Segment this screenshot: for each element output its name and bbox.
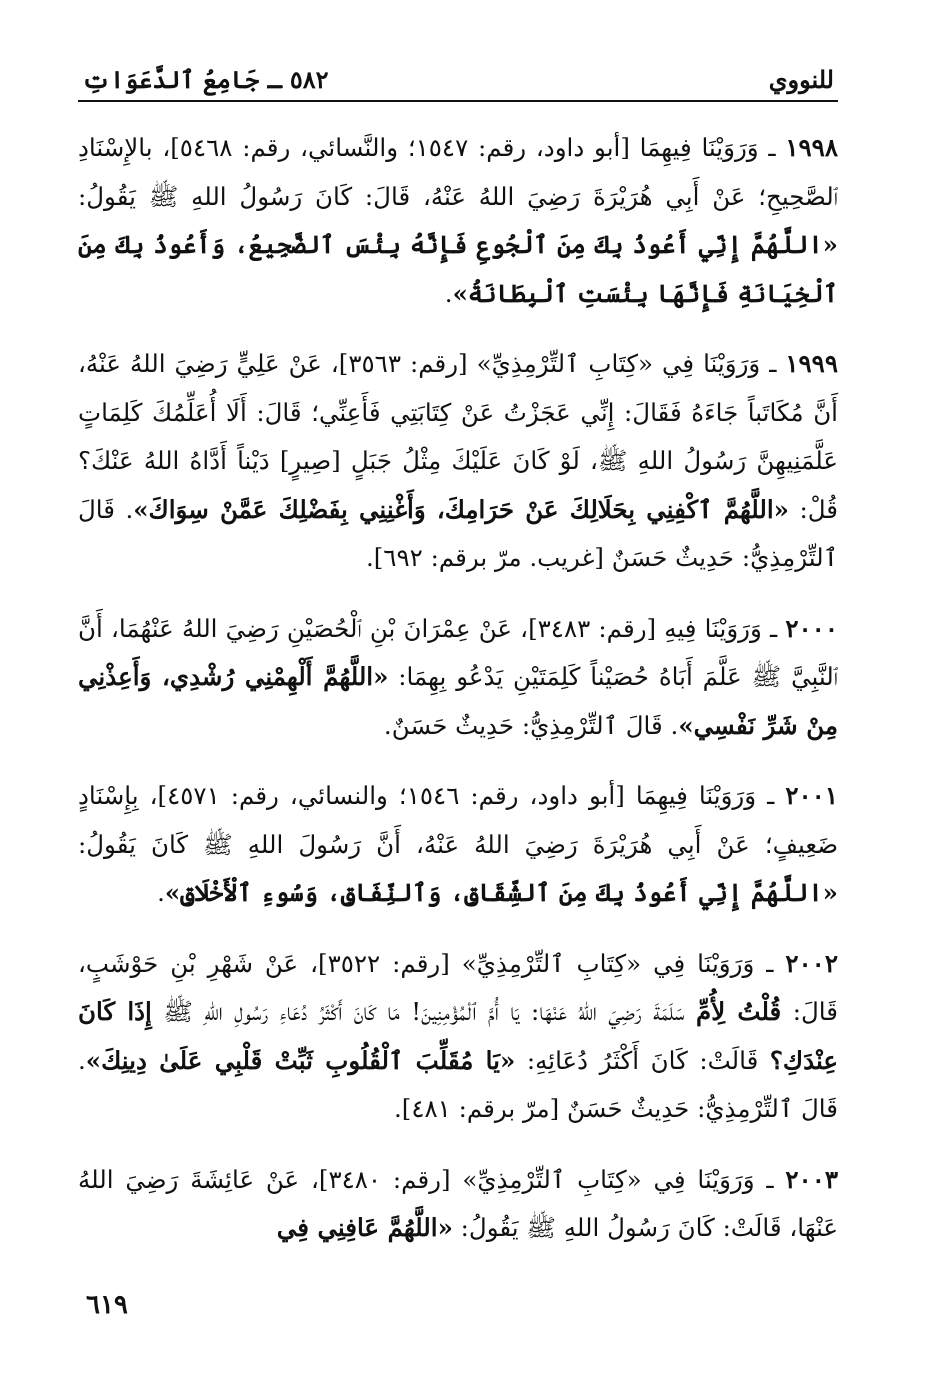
hadith-text: ـ وَرَوَيْنَا فِي «كِتَابِ ٱلتِّرْمِذِيِّ» [رقم: ٣٥٦٣]، عَنْ عَلِيٍّ رَضِيَ اللهُ عَنْهُ، أَنَّ مُكَاتَباً جَاءَهُ فَقَالَ: إِنِّي عَجَزْتُ عَنْ كِتَابَتِي فَأَعِنِّي؛ قَالَ: أَلَا أُعَلِّمُكَ كَلِمَاتٍ عَلَّمَنِيهِنَّ رَسُولُ اللهِ ﷺ، لَوْ كَانَ عَلَيْكَ مِثْلُ جَبَلٍ [صِيرٍ] دَيْناً أَدَّاهُ اللهُ عَنْكَ؟ قُلْ: xyxy=(78,349,838,524)
hadith-text: ـ وَرَوَيْنَا فِيهِ [رقم: ٣٤٨٣]، عَنْ عِمْرَانَ بْنِ ٱلْحُصَيْنِ رَضِيَ اللهُ عَنْهُمَا، أَنَّ ٱلنَّبِيَّ ﷺ عَلَّمَ أَبَاهُ حُصَيْناً كَلِمَتَيْنِ يَدْعُو بِهِمَا: xyxy=(78,613,838,691)
dua-text: «اللَّهُمَّ عَافِنِي فِي xyxy=(276,1213,453,1242)
hadith-text: ـ وَرَوَيْنَا فِي «كِتَابِ ٱلتِّرْمِذِيِّ» [رقم: ٣٤٨٠]، عَنْ عَائِشَةَ رَضِيَ اللهُ عَنْهَا، قَالَتْ: كَانَ رَسُولُ اللهِ ﷺ يَقُولُ: xyxy=(78,1164,838,1242)
header-chapter-title: ٥٨٢ ـ جَامِعُ ٱلدَّعَوَاتِ xyxy=(82,65,329,94)
hadith-paragraph xyxy=(78,124,838,318)
hadith-number: ٢٠٠٣ xyxy=(785,1164,839,1194)
hadith-text: ـ وَرَوَيْنَا فِيهِمَا [أبو داود، رقم: ١٥٤٧؛ والنَّسائي، رقم: ٥٤٦٨]، بالإِسْنَادِ ٱلصَّحِيحِ؛ عَنْ أَبِي هُرَيْرَةَ رَضِيَ اللهُ عَنْهُ، قَالَ: كَانَ رَسُولُ اللهِ ﷺ يَقُولُ: xyxy=(78,133,838,211)
hadith-paragraph xyxy=(78,772,838,918)
hadith-paragraph xyxy=(78,605,838,751)
header-author: للنووي xyxy=(768,65,834,94)
hadith-number: ٢٠٠٠ xyxy=(785,613,838,643)
text-body xyxy=(78,124,838,1253)
dua-text: «اللَّهُمَّ إِنِّي أَعُوذُ بِكَ مِنَ ٱلشِّقَاقِ، وَٱلنِّفَاقِ، وَسُوءِ ٱلْأَخْلَاقِ» xyxy=(164,878,838,907)
dua-text: «اللَّهُمَّ أَلْهِمْنِي رُشْدِي، وَأَعِذْنِي مِنْ شَرِّ نَفْسِي» xyxy=(78,662,838,740)
bold-phrase: إِذَا كَانَ عِنْدَكِ؟ xyxy=(78,997,838,1075)
dua-text: «يَا مُقَلِّبَ ٱلْقُلُوبِ ثَبِّتْ قَلْبِي عَلَىٰ دِينِكَ» xyxy=(85,1045,516,1075)
hadith-text: ـ وَرَوَيْنَا فِي «كِتَابِ ٱلتِّرْمِذِيِّ» [رقم: ٣٥٢٢]، عَنْ شَهْرِ بْنِ حَوْشَبٍ، قَالَ: xyxy=(78,948,838,1026)
hadith-text-after: . xyxy=(444,278,453,308)
hadith-text-after: . قَالَ ٱلتِّرْمِذِيُّ: حَدِيثٌ حَسَنٌ [مرّ برقم: ٤٨١]. xyxy=(78,1045,838,1123)
document-page xyxy=(78,52,838,1275)
hadith-paragraph xyxy=(78,340,838,583)
hadith-number: ٢٠٠١ xyxy=(785,781,838,810)
dua-text: «اللَّهُمَّ ٱكْفِنِي بِحَلَالِكَ عَنْ حَرَامِكَ، وَأَغْنِنِي بِفَضْلِكَ عَمَّنْ سِوَاكَ» xyxy=(133,494,789,524)
hadith-number: ١٩٩٩ xyxy=(785,349,838,378)
hadith-number: ١٩٩٨ xyxy=(785,133,838,162)
page-number: ٦١٩ xyxy=(86,1290,128,1320)
bold-phrase: قُلْتُ لِأُمِّ xyxy=(696,997,782,1026)
hadith-text-after: . xyxy=(157,878,165,907)
hadith-text-after: . قَالَ ٱلتِّرْمِذِيُّ: حَدِيثٌ حَسَنٌ [غريب. مرّ برقم: ٦٩٢]. xyxy=(78,494,838,572)
hadith-text-after: . قَالَ ٱلتِّرْمِذِيُّ: حَدِيثٌ حَسَنٌ. xyxy=(383,710,679,740)
hadith-number: ٢٠٠٢ xyxy=(785,948,838,978)
hadith-text-middle: قَالَتْ: كَانَ أَكْثَرُ دُعَائِهِ: xyxy=(515,1045,770,1075)
running-header xyxy=(78,52,838,102)
dua-text: «اللَّهُمَّ إِنِّي أَعُوذُ بِكَ مِنَ ٱلْجُوعِ فَإِنَّهُ بِئْسَ ٱلضَّجِيعُ، وَأَعُوذُ بِكَ مِنَ ٱلْخِيَانَةِ فَإِنَّهَا بِئْسَتِ ٱلْبِطَانَةُ» xyxy=(78,230,838,308)
hadith-paragraph xyxy=(78,1156,838,1253)
hadith-text-middle: سَلَمَةَ رَضِيَ اللهُ عَنْهَا: يَا أُمَّ ٱلْمُؤْمِنِينَ! مَا كَانَ أَكْثَرُ دُعَاءِ رَسُولِ اللهِ ﷺ xyxy=(151,997,697,1026)
hadith-paragraph xyxy=(78,940,838,1134)
hadith-text: ـ وَرَوَيْنَا فِيهِمَا [أبو داود، رقم: ١٥٤٦؛ والنسائي، رقم: ٤٥٧١]، بِإِسْنَادٍ ضَعِيفٍ؛ عَنْ أَبِي هُرَيْرَةَ رَضِيَ اللهُ عَنْهُ، أَنَّ رَسُولَ اللهِ ﷺ كَانَ يَقُولُ: xyxy=(78,781,838,859)
